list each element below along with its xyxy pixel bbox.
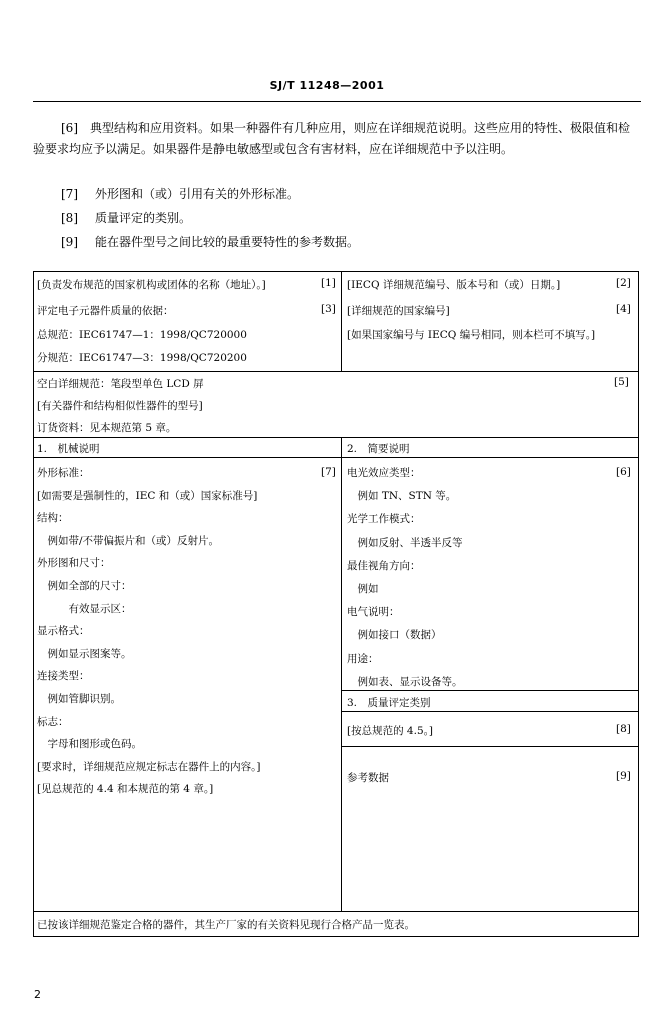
sectional-spec: 分规范：IEC61747—3：1998/QC720200 bbox=[37, 352, 247, 364]
divider-sec3-title bbox=[341, 711, 638, 712]
sec1-line: 例如全部的尺寸： bbox=[37, 579, 132, 592]
sec2-line: 电光效应类型： bbox=[347, 467, 421, 479]
ref-3: [3] bbox=[321, 303, 336, 315]
sec2-line: 例如反射、半透半反等 bbox=[347, 536, 463, 549]
sec1-line: 有效显示区： bbox=[37, 602, 132, 615]
sec1-line: 显示格式： bbox=[37, 625, 90, 638]
divider-main-vertical bbox=[341, 437, 342, 911]
divider-footer bbox=[34, 911, 638, 912]
section-1-body bbox=[37, 462, 260, 801]
quality-basis: 评定电子元器件质量的依据： bbox=[37, 305, 174, 317]
issuing-body: [负责发布规范的国家机构或团体的名称（地址）。] bbox=[37, 279, 266, 291]
sec1-line: [见总规范的 4.4 和本规范的第 4 章。] bbox=[37, 783, 214, 796]
sec1-line: 字母和图形或色码。 bbox=[37, 738, 142, 751]
qualified-products-note: 已按该详细规范鉴定合格的器件，其生产厂家的有关资料见现行合格产品一览表。 bbox=[37, 919, 415, 931]
item-8 bbox=[61, 209, 191, 226]
divider-blank-spec bbox=[34, 437, 638, 438]
sec1-line: 例如带/不带偏振片和（或）反射片。 bbox=[37, 534, 220, 547]
ref-2: [2] bbox=[616, 277, 631, 289]
sec2-line: 例如接口（数据） bbox=[347, 629, 442, 642]
sec1-line: 例如显示图案等。 bbox=[37, 647, 132, 660]
reference-data-title: 参考数据 bbox=[347, 772, 389, 784]
sec2-line: 例如 bbox=[347, 583, 379, 596]
sec2-line: 最佳视角方向： bbox=[347, 559, 421, 572]
sec2-line: 光学工作模式： bbox=[347, 513, 421, 526]
sec1-line: 外形图和尺寸： bbox=[37, 557, 111, 570]
sec2-line: 例如表、显示设备等。 bbox=[347, 675, 463, 688]
item-7 bbox=[61, 185, 299, 202]
national-spec-number: [详细规范的国家编号] bbox=[347, 305, 450, 317]
sec1-line: 外形标准： bbox=[37, 467, 90, 479]
item-8-number: [8] bbox=[61, 211, 78, 225]
sec2-line: 用途： bbox=[347, 652, 379, 665]
sec1-line: 连接类型： bbox=[37, 670, 90, 683]
item-7-number: [7] bbox=[61, 187, 78, 201]
sec1-line: [如需要是强制性的，IEC 和（或）国家标准号] bbox=[37, 489, 258, 502]
item-9-number: [9] bbox=[61, 235, 78, 249]
divider-ref-data bbox=[341, 746, 638, 747]
sec1-line: 标志： bbox=[37, 715, 69, 728]
standard-number: SJ/T 11248—2001 bbox=[269, 79, 385, 92]
ref-4: [4] bbox=[616, 303, 631, 315]
quality-category: [按总规范的 4.5。] bbox=[347, 725, 433, 737]
page-number: 2 bbox=[34, 988, 41, 1001]
blank-spec-title: 空白详细规范：笔段型单色 LCD 屏 bbox=[37, 378, 204, 390]
national-number-note: [如果国家编号与 IECQ 编号相同，则本栏可不填写。] bbox=[347, 329, 596, 341]
divider-top bbox=[34, 371, 638, 372]
ref-6: [6] bbox=[616, 466, 631, 478]
item-7-text: 外形图和（或）引用有关的外形标准。 bbox=[95, 187, 300, 201]
ref-5: [5] bbox=[614, 376, 629, 388]
sec2-line: 例如 TN、STN 等。 bbox=[347, 490, 457, 503]
item-9 bbox=[61, 233, 359, 250]
item-8-text: 质量评定的类别。 bbox=[95, 211, 192, 225]
header-rule bbox=[33, 101, 641, 102]
ordering-info: 订货资料：见本规范第 5 章。 bbox=[37, 422, 177, 434]
sec2-line: 电气说明： bbox=[347, 606, 400, 619]
paragraph-6: [6] 典型结构和应用资料。如果一种器件有几种应用，则应在详细规范说明。这些应用的特性、极限值和检验要求均应予以满足。如果器件是静电敏感型或包含有害材料，应在详细规范中予以注明。 bbox=[33, 121, 631, 156]
similar-devices: [有关器件和结构相似性器件的型号] bbox=[37, 400, 203, 412]
section-3-title: 3. 质量评定类别 bbox=[347, 697, 431, 709]
sec1-line: 结构： bbox=[37, 512, 69, 525]
ref-7: [7] bbox=[321, 466, 336, 478]
iecq-spec-number: [IECQ 详细规范编号、版本号和（或）日期。] bbox=[347, 279, 561, 291]
section-2-title: 2. 简要说明 bbox=[347, 443, 410, 455]
sec1-line: [要求时，详细规范应规定标志在器件上的内容。] bbox=[37, 760, 261, 773]
section-1-title: 1. 机械说明 bbox=[37, 443, 100, 455]
spec-form-table bbox=[33, 271, 639, 937]
ref-1: [1] bbox=[321, 277, 336, 289]
ref-9: [9] bbox=[616, 770, 631, 782]
generic-spec: 总规范：IEC61747—1：1998/QC720000 bbox=[37, 329, 247, 341]
item-9-text: 能在器件型号之间比较的最重要特性的参考数据。 bbox=[95, 235, 360, 249]
divider-section-titles bbox=[34, 457, 638, 458]
ref-8: [8] bbox=[616, 723, 631, 735]
section-2-body bbox=[347, 462, 463, 694]
sec1-line: 例如管脚识别。 bbox=[37, 692, 121, 705]
divider-top-vertical bbox=[341, 272, 342, 371]
